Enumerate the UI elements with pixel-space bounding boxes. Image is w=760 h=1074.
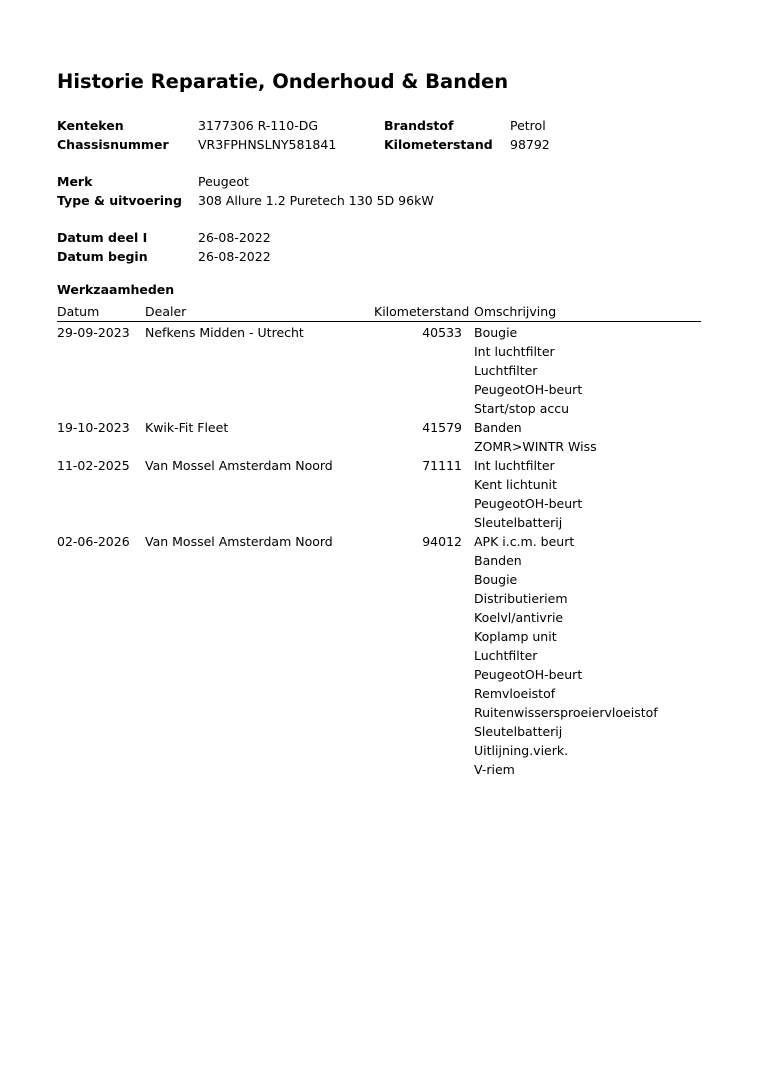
row-omschrijving-item: Distributieriem	[474, 591, 568, 606]
row-dealer: Kwik-Fit Fleet	[145, 420, 229, 435]
row-omschrijving-item: Luchtfilter	[474, 648, 538, 663]
row-omschrijving-item: Bougie	[474, 325, 518, 340]
type-value: 308 Allure 1.2 Puretech 130 5D 96kW	[198, 193, 434, 208]
row-datum: 11-02-2025	[57, 458, 130, 473]
row-omschrijving-item: PeugeotOH-beurt	[474, 382, 583, 397]
merk-label: Merk	[57, 174, 93, 189]
row-kilometerstand: 41579	[422, 420, 462, 435]
kilometerstand-label: Kilometerstand	[384, 137, 493, 152]
row-omschrijving-item: Remvloeistof	[474, 686, 556, 701]
werkzaamheden-heading: Werkzaamheden	[57, 282, 175, 297]
row-kilometerstand: 94012	[422, 534, 462, 549]
chassis-value: VR3FPHNSLNY581841	[198, 137, 337, 152]
row-omschrijving-item: Bougie	[474, 572, 518, 587]
kilometerstand-value: 98792	[510, 137, 550, 152]
row-omschrijving-item: Uitlijning.vierk.	[474, 743, 569, 758]
row-kilometerstand: 71111	[422, 458, 462, 473]
row-omschrijving-item: Koplamp unit	[474, 629, 557, 644]
row-kilometerstand: 40533	[422, 325, 462, 340]
kenteken-label: Kenteken	[57, 118, 124, 133]
brandstof-label: Brandstof	[384, 118, 454, 133]
chassis-label: Chassisnummer	[57, 137, 169, 152]
row-omschrijving-item: Kent lichtunit	[474, 477, 557, 492]
column-header-kilometerstand: Kilometerstand	[374, 304, 470, 319]
row-omschrijving-item: Int luchtfilter	[474, 344, 555, 359]
row-datum: 02-06-2026	[57, 534, 130, 549]
datum-begin-value: 26-08-2022	[198, 249, 271, 264]
page-title: Historie Reparatie, Onderhoud & Banden	[57, 70, 509, 93]
datum-begin-label: Datum begin	[57, 249, 148, 264]
row-omschrijving-item: Banden	[474, 553, 522, 568]
column-header-datum: Datum	[57, 304, 100, 319]
row-omschrijving-item: PeugeotOH-beurt	[474, 667, 583, 682]
merk-value: Peugeot	[198, 174, 249, 189]
row-omschrijving-item: V-riem	[474, 762, 515, 777]
row-omschrijving-item: APK i.c.m. beurt	[474, 534, 575, 549]
table-header-divider	[57, 321, 701, 322]
row-omschrijving-item: ZOMR>WINTR Wiss	[474, 439, 597, 454]
column-header-dealer: Dealer	[145, 304, 187, 319]
row-omschrijving-item: PeugeotOH-beurt	[474, 496, 583, 511]
type-label: Type & uitvoering	[57, 193, 182, 208]
row-datum: 19-10-2023	[57, 420, 130, 435]
brandstof-value: Petrol	[510, 118, 546, 133]
datum-deel1-value: 26-08-2022	[198, 230, 271, 245]
row-dealer: Van Mossel Amsterdam Noord	[145, 458, 333, 473]
kenteken-value: 3177306 R-110-DG	[198, 118, 319, 133]
row-datum: 29-09-2023	[57, 325, 130, 340]
row-omschrijving-item: Luchtfilter	[474, 363, 538, 378]
row-omschrijving-item: Ruitenwissersproeiervloeistof	[474, 705, 658, 720]
row-dealer: Nefkens Midden - Utrecht	[145, 325, 304, 340]
datum-deel1-label: Datum deel I	[57, 230, 148, 245]
row-omschrijving-item: Sleutelbatterij	[474, 724, 563, 739]
row-omschrijving-item: Sleutelbatterij	[474, 515, 563, 530]
row-omschrijving-item: Koelvl/antivrie	[474, 610, 564, 625]
row-omschrijving-item: Start/stop accu	[474, 401, 570, 416]
row-omschrijving-item: Int luchtfilter	[474, 458, 555, 473]
column-header-omschrijving: Omschrijving	[474, 304, 557, 319]
row-omschrijving-item: Banden	[474, 420, 522, 435]
row-dealer: Van Mossel Amsterdam Noord	[145, 534, 333, 549]
